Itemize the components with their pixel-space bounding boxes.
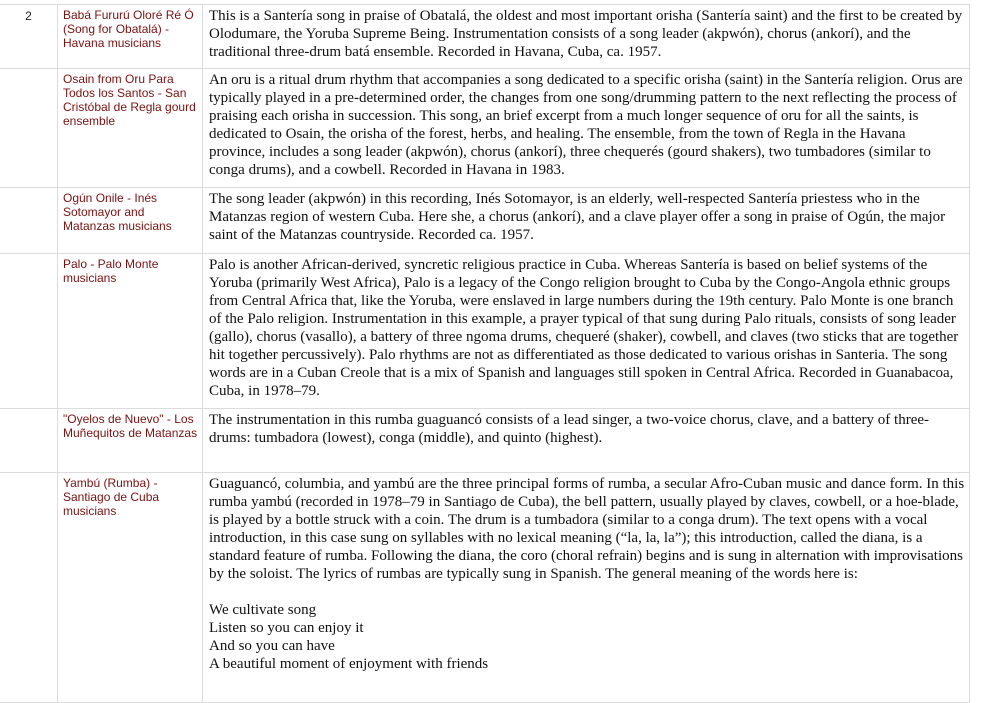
track-title: "Oyelos de Nuevo" - Los Muñequitos de Matanzas [58, 409, 203, 473]
table-row [0, 69, 970, 188]
track-title: Palo - Palo Monte musicians [58, 254, 203, 409]
table-row [0, 254, 970, 409]
track-number: 2 [0, 5, 58, 69]
table-row [0, 473, 970, 703]
track-title: Osain from Oru Para Todos los Santos - San Cristóbal de Regla gourd ensemble [58, 69, 203, 188]
track-number [0, 69, 58, 188]
track-number [0, 254, 58, 409]
track-description: The instrumentation in this rumba guaguancó consists of a lead singer, a two-voice chorus, clave, and a battery of three-drums: tumbadora (lowest), conga (middle), and quinto (highest). [203, 409, 970, 473]
table-row [0, 188, 970, 254]
track-title: Ogún Onile - Inés Sotomayor and Matanzas musicians [58, 188, 203, 254]
track-description-cell [203, 473, 970, 703]
track-number [0, 409, 58, 473]
track-number [0, 473, 58, 703]
track-description: An oru is a ritual drum rhythm that accompanies a song dedicated to a specific orisha (saint) in the Santería religion. Orus are typically played in a pre-determined order, the changes from one song/drumming pattern to the next reflecting the process of praising each orisha in succession. This song, an brief excerpt from a much longer sequence of oru for all the saints, is dedicated to Osain, the orisha of the forest, herbs, and healing. The ensemble, from the town of Regla in the Havana province, includes a song leader (akpwón), chorus (ankorí), three chequerés (gourd shakers), two tumbadores (similar to conga drums), and a cowbell. Recorded in Havana in 1983. [203, 69, 970, 188]
lyrics-block [209, 601, 965, 673]
track-description: Guaguancó, columbia, and yambú are the three principal forms of rumba, a secular Afro-Cuban music and dance form. In this rumba yambú (recorded in 1978–79 in Santiago de Cuba), the bell pattern, usually played by claves, cowbell, or a hoe-blade, is played by a bottle struck with a coin. The drum is a tumbadora (similar to a conga drum). The text opens with a vocal introduction, in this case sung on syllables with no lexical meaning (“la, la, la”); this introduction, called the diana, is a standard feature of rumba. Following the diana, the coro (choral refrain) begins and is sung in alternation with improvisations by the soloist. The lyrics of rumbas are typically sung in Spanish. The general meaning of the words here is: [209, 476, 965, 582]
lyrics-line: We cultivate song [209, 602, 317, 618]
track-description: The song leader (akpwón) in this recording, Inés Sotomayor, is an elderly, well-respected Santería priestess who in the Matanzas region of western Cuba. Here she, a chorus (ankorí), and a clave player offer a song in praise of Ogún, the major saint of the Matanzas countryside. Recorded ca. 1957. [203, 188, 970, 254]
track-description: Palo is another African-derived, syncretic religious practice in Cuba. Whereas Santería is based on belief systems of the Yoruba (primarily West Africa), Palo is a legacy of the Congo religion brought to Cuba by the Congo-Angola ethnic groups from Central Africa that, like the Yoruba, were enslaved in large numbers during the 19th century. Palo Monte is one branch of the Palo religion. Instrumentation in this example, a prayer typical of that sung during Palo rituals, consists of song leader (gallo), chorus (vasallo), a battery of three ngoma drums, chequeré (shaker), cowbell, and claves (two sticks that are together hit together percussively). Palo rhythms are not as differentiated as those dedicated to various orishas in Santeria. The song words are in a Cuban Creole that is a mix of Spanish and languages still spoken in Central Africa. Recorded in Guanabacoa, Cuba, in 1978–79. [203, 254, 970, 409]
track-description: This is a Santería song in praise of Obatalá, the oldest and most important orisha (Santería saint) and the first to be created by Olodumare, the Yoruba Supreme Being. Instrumentation consists of a song leader (akpwón), chorus (ankorí), and the traditional three-drum batá ensemble. Recorded in Havana, Cuba, ca. 1957. [203, 5, 970, 69]
lyrics-line: A beautiful moment of enjoyment with friends [209, 656, 489, 672]
table-row [0, 5, 970, 69]
track-title: Babá Fururú Oloré Ré Ó (Song for Obatalá) - Havana musicians [58, 5, 203, 69]
lyrics-line: Listen so you can enjoy it [209, 620, 364, 636]
track-title: Yambú (Rumba) - Santiago de Cuba musicians [58, 473, 203, 703]
lyrics-line: And so you can have [209, 638, 335, 654]
track-table [0, 4, 970, 703]
track-number [0, 188, 58, 254]
table-row [0, 409, 970, 473]
track-table-body [0, 5, 970, 703]
